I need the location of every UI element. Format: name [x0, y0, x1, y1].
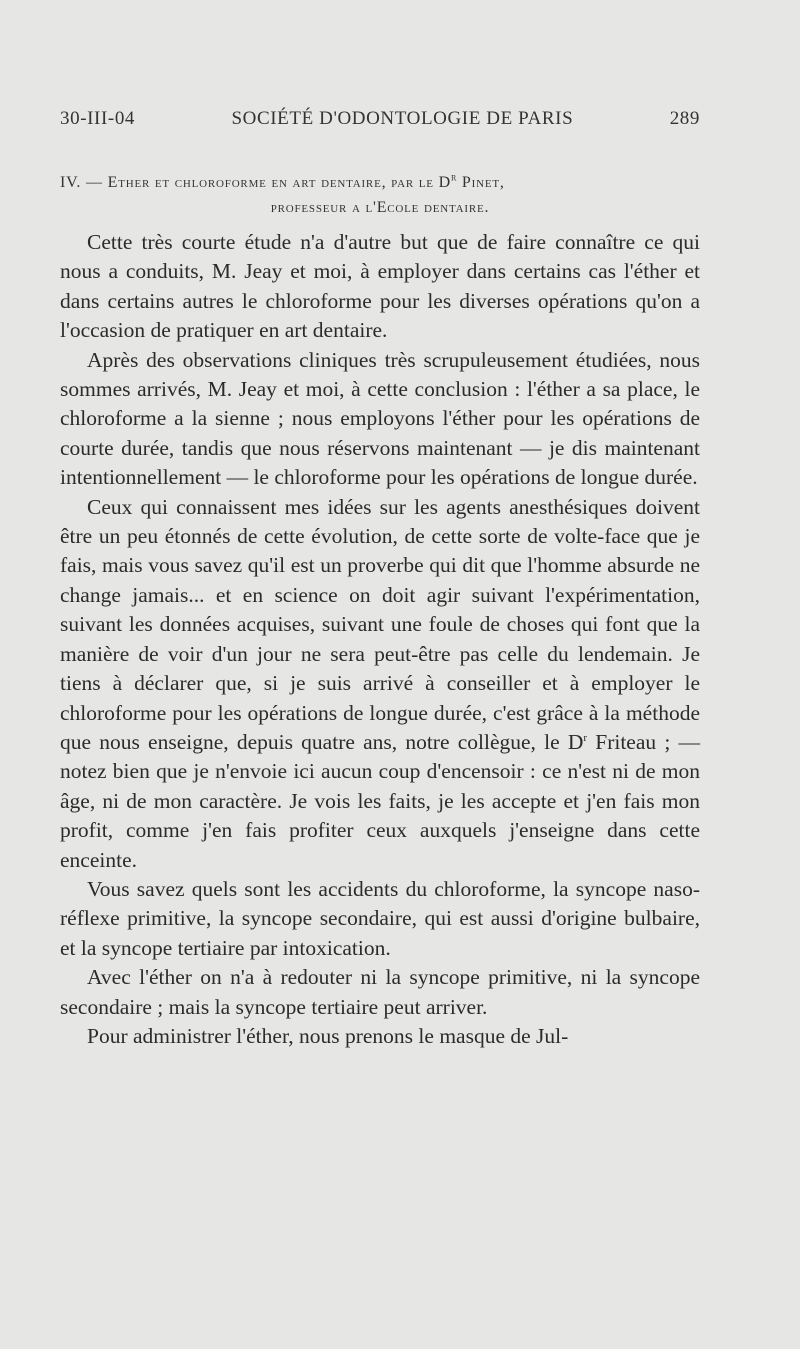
paragraph-2: Après des observations cliniques très scrupuleusement étudiées, nous sommes arrivés, M. Jeay et moi, à cette conclusion : l'éther a sa place, le chloroforme a la sienne ; nous employons l'éther pour les opérations de courte durée, tandis que nous réservons maintenant — je dis maintenant intentionnellement — le chloroforme pour les opérations de longue durée.	[60, 347, 700, 490]
paragraph-4: Vous savez quels sont les accidents du chloroforme, la syncope naso-réflexe primitive, la syncope secondaire, qui est aussi d'origine bulbaire, et la syncope tertiaire par intoxication.	[60, 876, 700, 960]
header-date: 30-III-04	[60, 108, 136, 129]
paragraph-6: Pour administrer l'éther, nous prenons le masque de Jul-	[87, 1023, 569, 1048]
paragraph-3: Ceux qui connaissent mes idées sur les agents anesthésiques doivent être un peu étonnés de cette évolution, de cette sorte de volte-face que je fais, mais vous savez qu'il est un proverbe qui dit que l'homme absurde ne change jamais... et en science on doit agir suivant l'expérimentation, suivant les données acquises, suivant une foule de choses qui font que la manière de voir d'un jour ne sera peut-être pas celle du lendemain. Je tiens à déclarer que, si je suis arrivé à conseiller et à employer le chloroforme pour les opérations de longue durée, c'est grâce à la méthode que nous enseigne, depuis quatre ans, notre collègue, le $D^r$ Friteau ; — notez bien que je n'envoie ici aucun coup d'encensoir : ce n'est ni de mon âge, ni de mon caractère. Je vois les faits, je les accepte et j'en fais mon profit, comme j'en fais profiter ceux auxquels j'enseigne dans cette enceinte.	[60, 494, 701, 872]
section-title-line-2: professeur a l'Ecole dentaire.	[270, 199, 490, 216]
running-head	[60, 108, 700, 130]
page-number: 289	[669, 108, 700, 129]
header-title: SOCIÉTÉ D'ODONTOLOGIE DE PARIS	[231, 108, 574, 129]
paragraph-1: Cette très courte étude n'a d'autre but que de faire connaître ce qui nous a conduits, M. Jeay et moi, à employer dans certains cas l'éther et dans certains autres le chloroforme pour les diverses opérations qu'on a l'occasion de pratiquer en art dentaire.	[60, 230, 700, 343]
section-title-line-1: IV. — Ether et chloroforme en art dentaire, par le $D^r$ Pinet,	[60, 171, 505, 191]
body-text	[60, 228, 700, 1051]
paragraph-5: Avec l'éther on n'a à redouter ni la syncope primitive, ni la syncope secondaire ; mais la syncope tertiaire peut arriver.	[60, 965, 700, 1019]
section-title	[60, 170, 700, 220]
